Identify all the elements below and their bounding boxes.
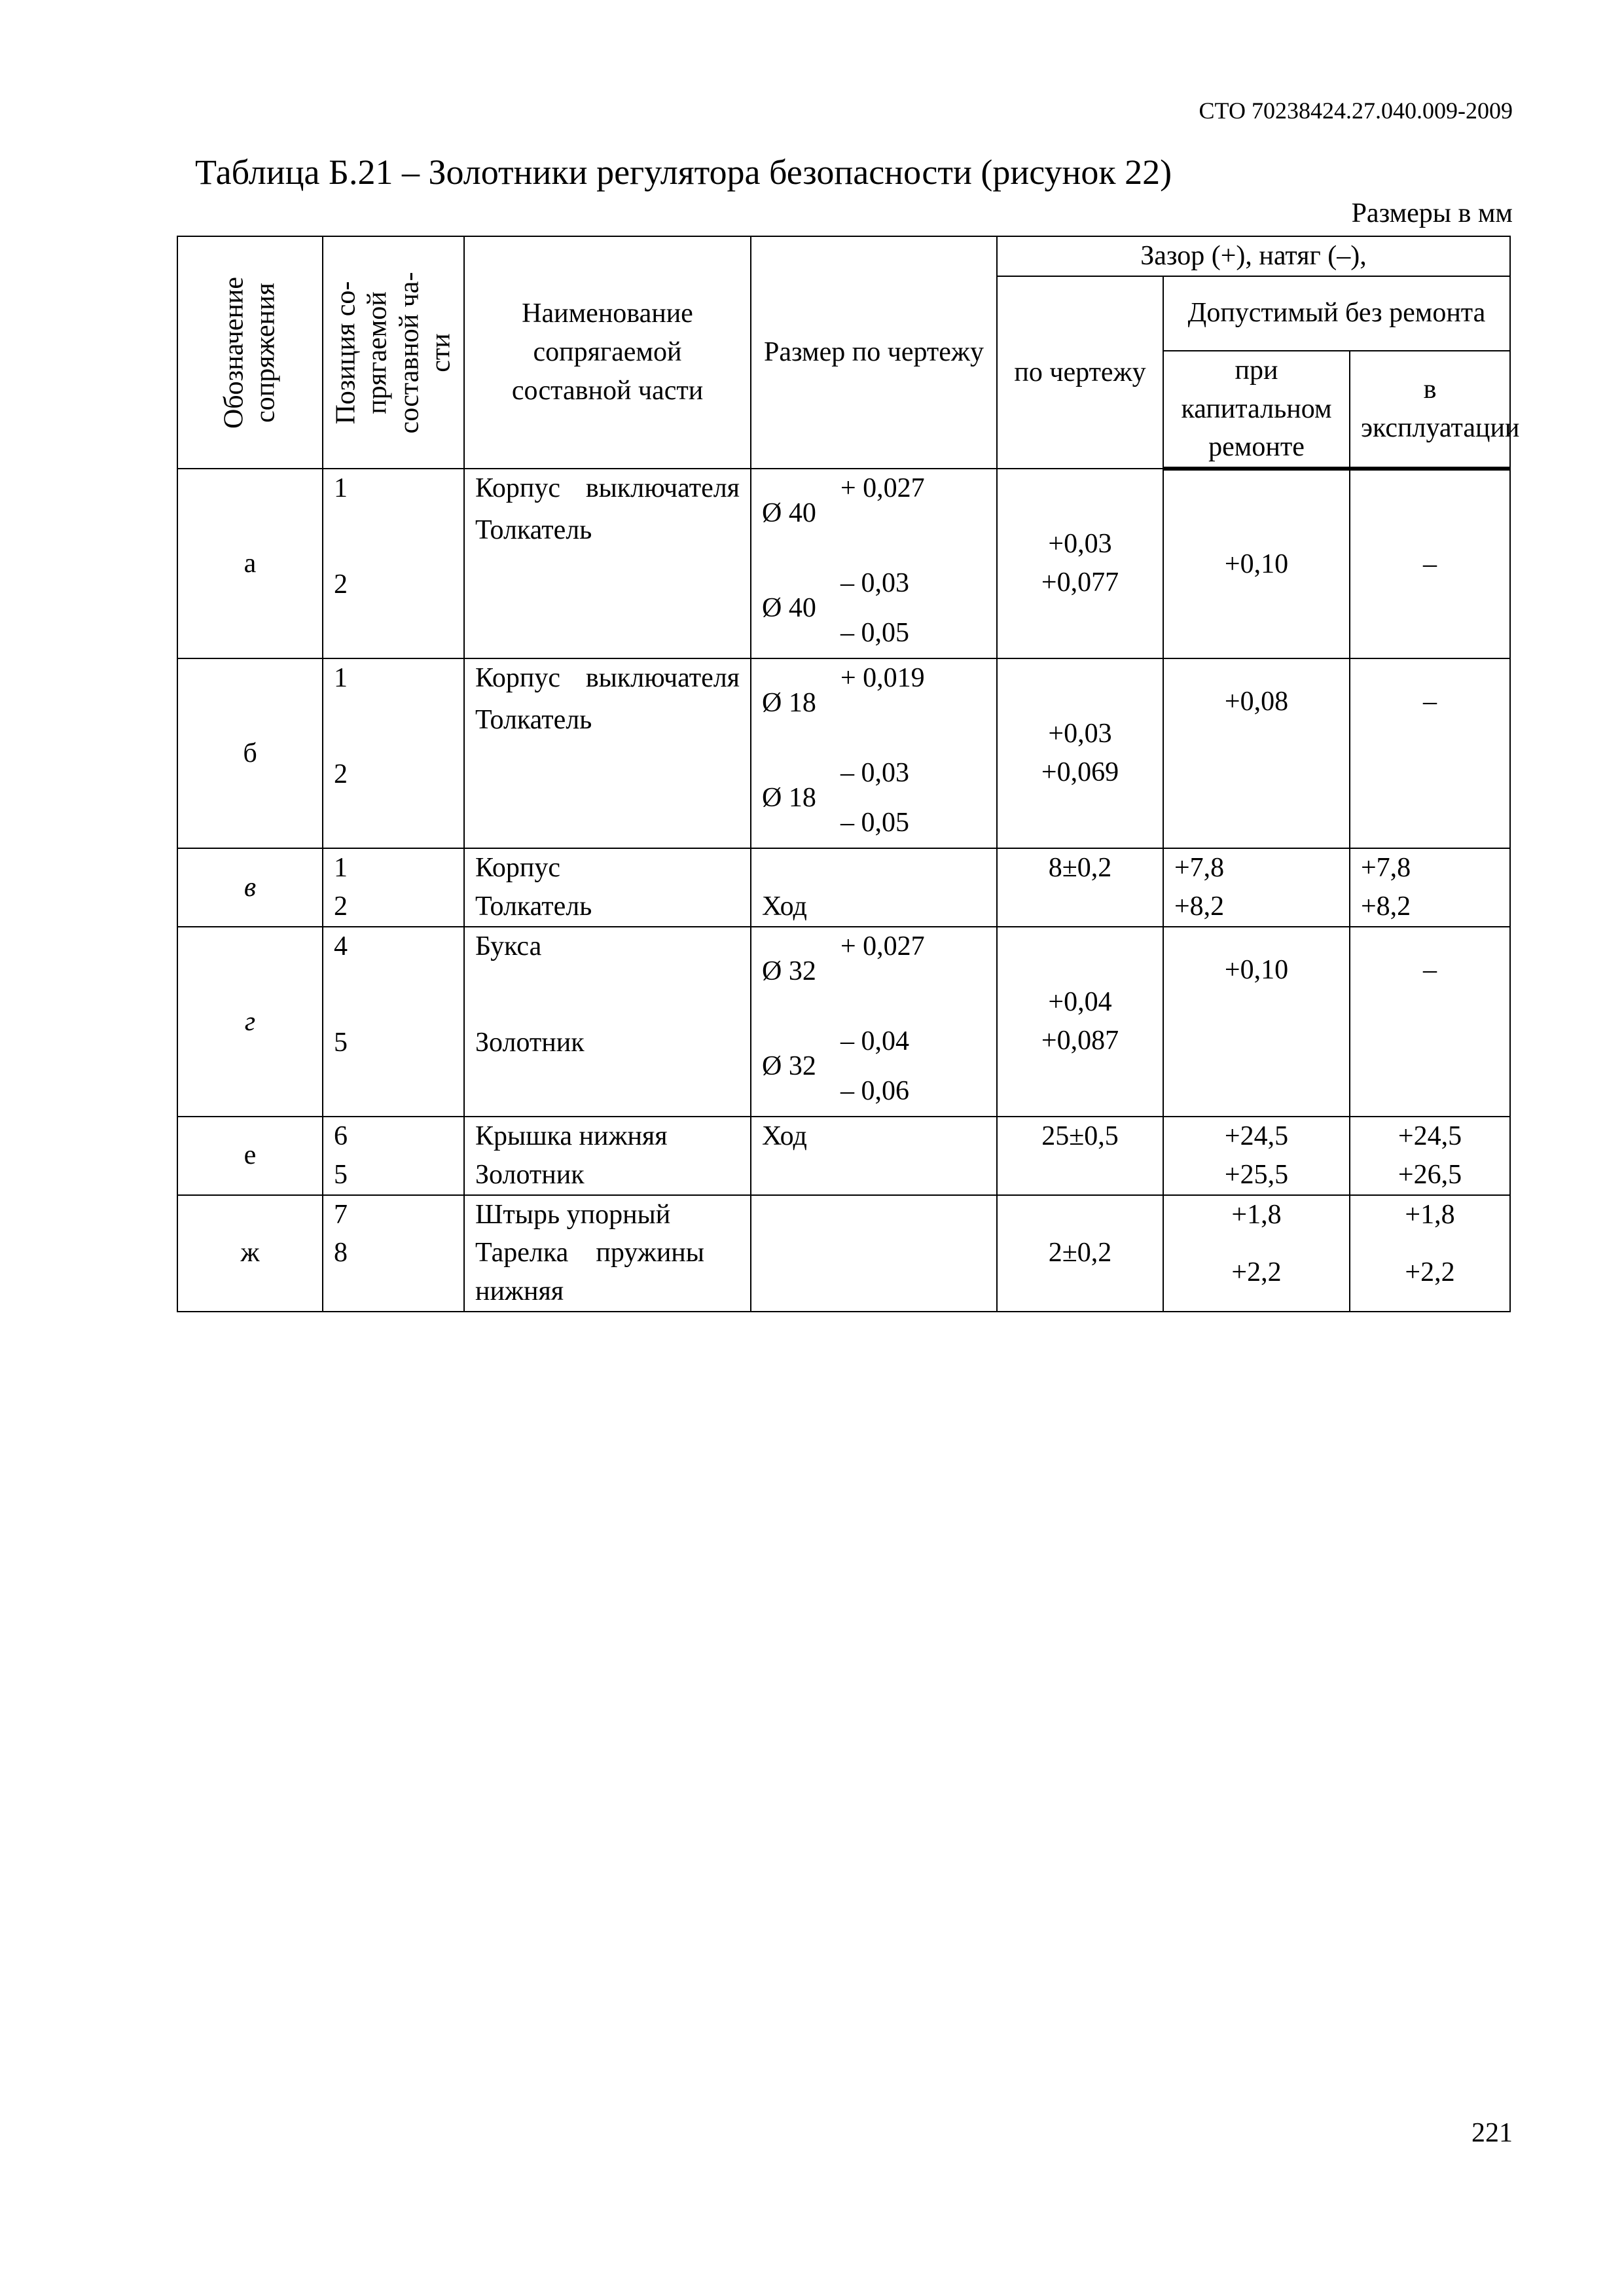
- operation-cell: +1,8 +2,2: [1350, 1195, 1510, 1312]
- capital-repair-cell: +0,10: [1163, 469, 1350, 658]
- size-cell: [751, 1195, 997, 1312]
- header-position: Позиция со- прягаемой составной ча- сти: [323, 236, 464, 469]
- header-operation: в эксплуатации: [1350, 351, 1510, 469]
- capital-repair-cell: +0,08: [1163, 658, 1350, 848]
- size-tolerance: – 0,04 Ø 32 – 0,06: [762, 1026, 909, 1106]
- size-cell: Ход: [751, 848, 997, 927]
- header-name: Наименование сопрягаемой составной части: [464, 236, 751, 469]
- header-capital-repair: при капитальном ремонте: [1163, 351, 1350, 469]
- header-gap: Зазор (+), натяг (–),: [997, 236, 1510, 276]
- designation-cell: б: [177, 658, 323, 848]
- drawing-gap-cell: +0,04 +0,087: [997, 927, 1163, 1117]
- drawing-gap-cell: 8±0,2: [997, 848, 1163, 927]
- size-cell: [751, 927, 997, 1117]
- size-tolerance: + 0,019 Ø 18: [762, 663, 925, 719]
- name-cell: Букса Золотник: [464, 927, 751, 1117]
- designation-cell: а: [177, 469, 323, 658]
- table-row: [177, 1117, 1510, 1195]
- position-cell: 1 2: [323, 658, 464, 848]
- header-size: Размер по чертежу: [751, 236, 997, 469]
- operation-cell: –: [1350, 927, 1510, 1117]
- drawing-gap-cell: +0,03 +0,069: [997, 658, 1163, 848]
- operation-cell: +7,8 +8,2: [1350, 848, 1510, 927]
- position-cell: 1 2: [323, 848, 464, 927]
- position-cell: 6 5: [323, 1117, 464, 1195]
- specification-table: [177, 236, 1520, 1312]
- name-cell: Корпус выключателя Толкатель: [464, 658, 751, 848]
- designation-cell: ж: [177, 1195, 323, 1312]
- table-title: Таблица Б.21 – Золотники регулятора безопасности (рисунок 22): [195, 152, 1172, 192]
- table-row: [177, 658, 1510, 848]
- capital-repair-cell: +24,5 +25,5: [1163, 1117, 1350, 1195]
- size-cell: Ход: [751, 1117, 997, 1195]
- operation-cell: –: [1350, 469, 1510, 658]
- header-allowable: Допустимый без ремонта: [1163, 276, 1510, 351]
- name-cell: Корпус Толкатель: [464, 848, 751, 927]
- name-cell: Корпус выключателя Толкатель: [464, 469, 751, 658]
- size-cell: [751, 469, 997, 658]
- position-cell: 7 8: [323, 1195, 464, 1312]
- size-tolerance: + 0,027 Ø 32: [762, 931, 925, 986]
- drawing-gap-cell: 2±0,2: [997, 1195, 1163, 1312]
- operation-cell: +24,5 +26,5: [1350, 1117, 1510, 1195]
- header-designation: Обозначение сопряжения: [177, 236, 323, 469]
- size-cell: [751, 658, 997, 848]
- designation-cell: е: [177, 1117, 323, 1195]
- capital-repair-cell: +7,8 +8,2: [1163, 848, 1350, 927]
- name-cell: Штырь упорный Тарелка пружины нижняя: [464, 1195, 751, 1312]
- designation-cell: в: [177, 848, 323, 927]
- table-row: [177, 927, 1510, 1117]
- size-tolerance: – 0,03 Ø 40 – 0,05: [762, 568, 909, 649]
- name-cell: Крышка нижняя Золотник: [464, 1117, 751, 1195]
- size-tolerance: + 0,027 Ø 40: [762, 473, 925, 529]
- document-code: СТО 70238424.27.040.009-2009: [1199, 98, 1513, 124]
- designation-cell: г: [177, 927, 323, 1117]
- operation-cell: –: [1350, 658, 1510, 848]
- position-cell: 4 5: [323, 927, 464, 1117]
- units-note: Размеры в мм: [1351, 198, 1513, 228]
- drawing-gap-cell: +0,03 +0,077: [997, 469, 1163, 658]
- table-row: [177, 469, 1510, 658]
- position-cell: 1 2: [323, 469, 464, 658]
- size-tolerance: – 0,03 Ø 18 – 0,05: [762, 758, 909, 838]
- header-by-drawing: по чертежу: [997, 276, 1163, 469]
- drawing-gap-cell: 25±0,5: [997, 1117, 1163, 1195]
- page-number: 221: [1471, 2118, 1513, 2148]
- capital-repair-cell: +1,8 +2,2: [1163, 1195, 1350, 1312]
- table-row: [177, 848, 1510, 927]
- capital-repair-cell: +0,10: [1163, 927, 1350, 1117]
- table-row: [177, 1195, 1510, 1312]
